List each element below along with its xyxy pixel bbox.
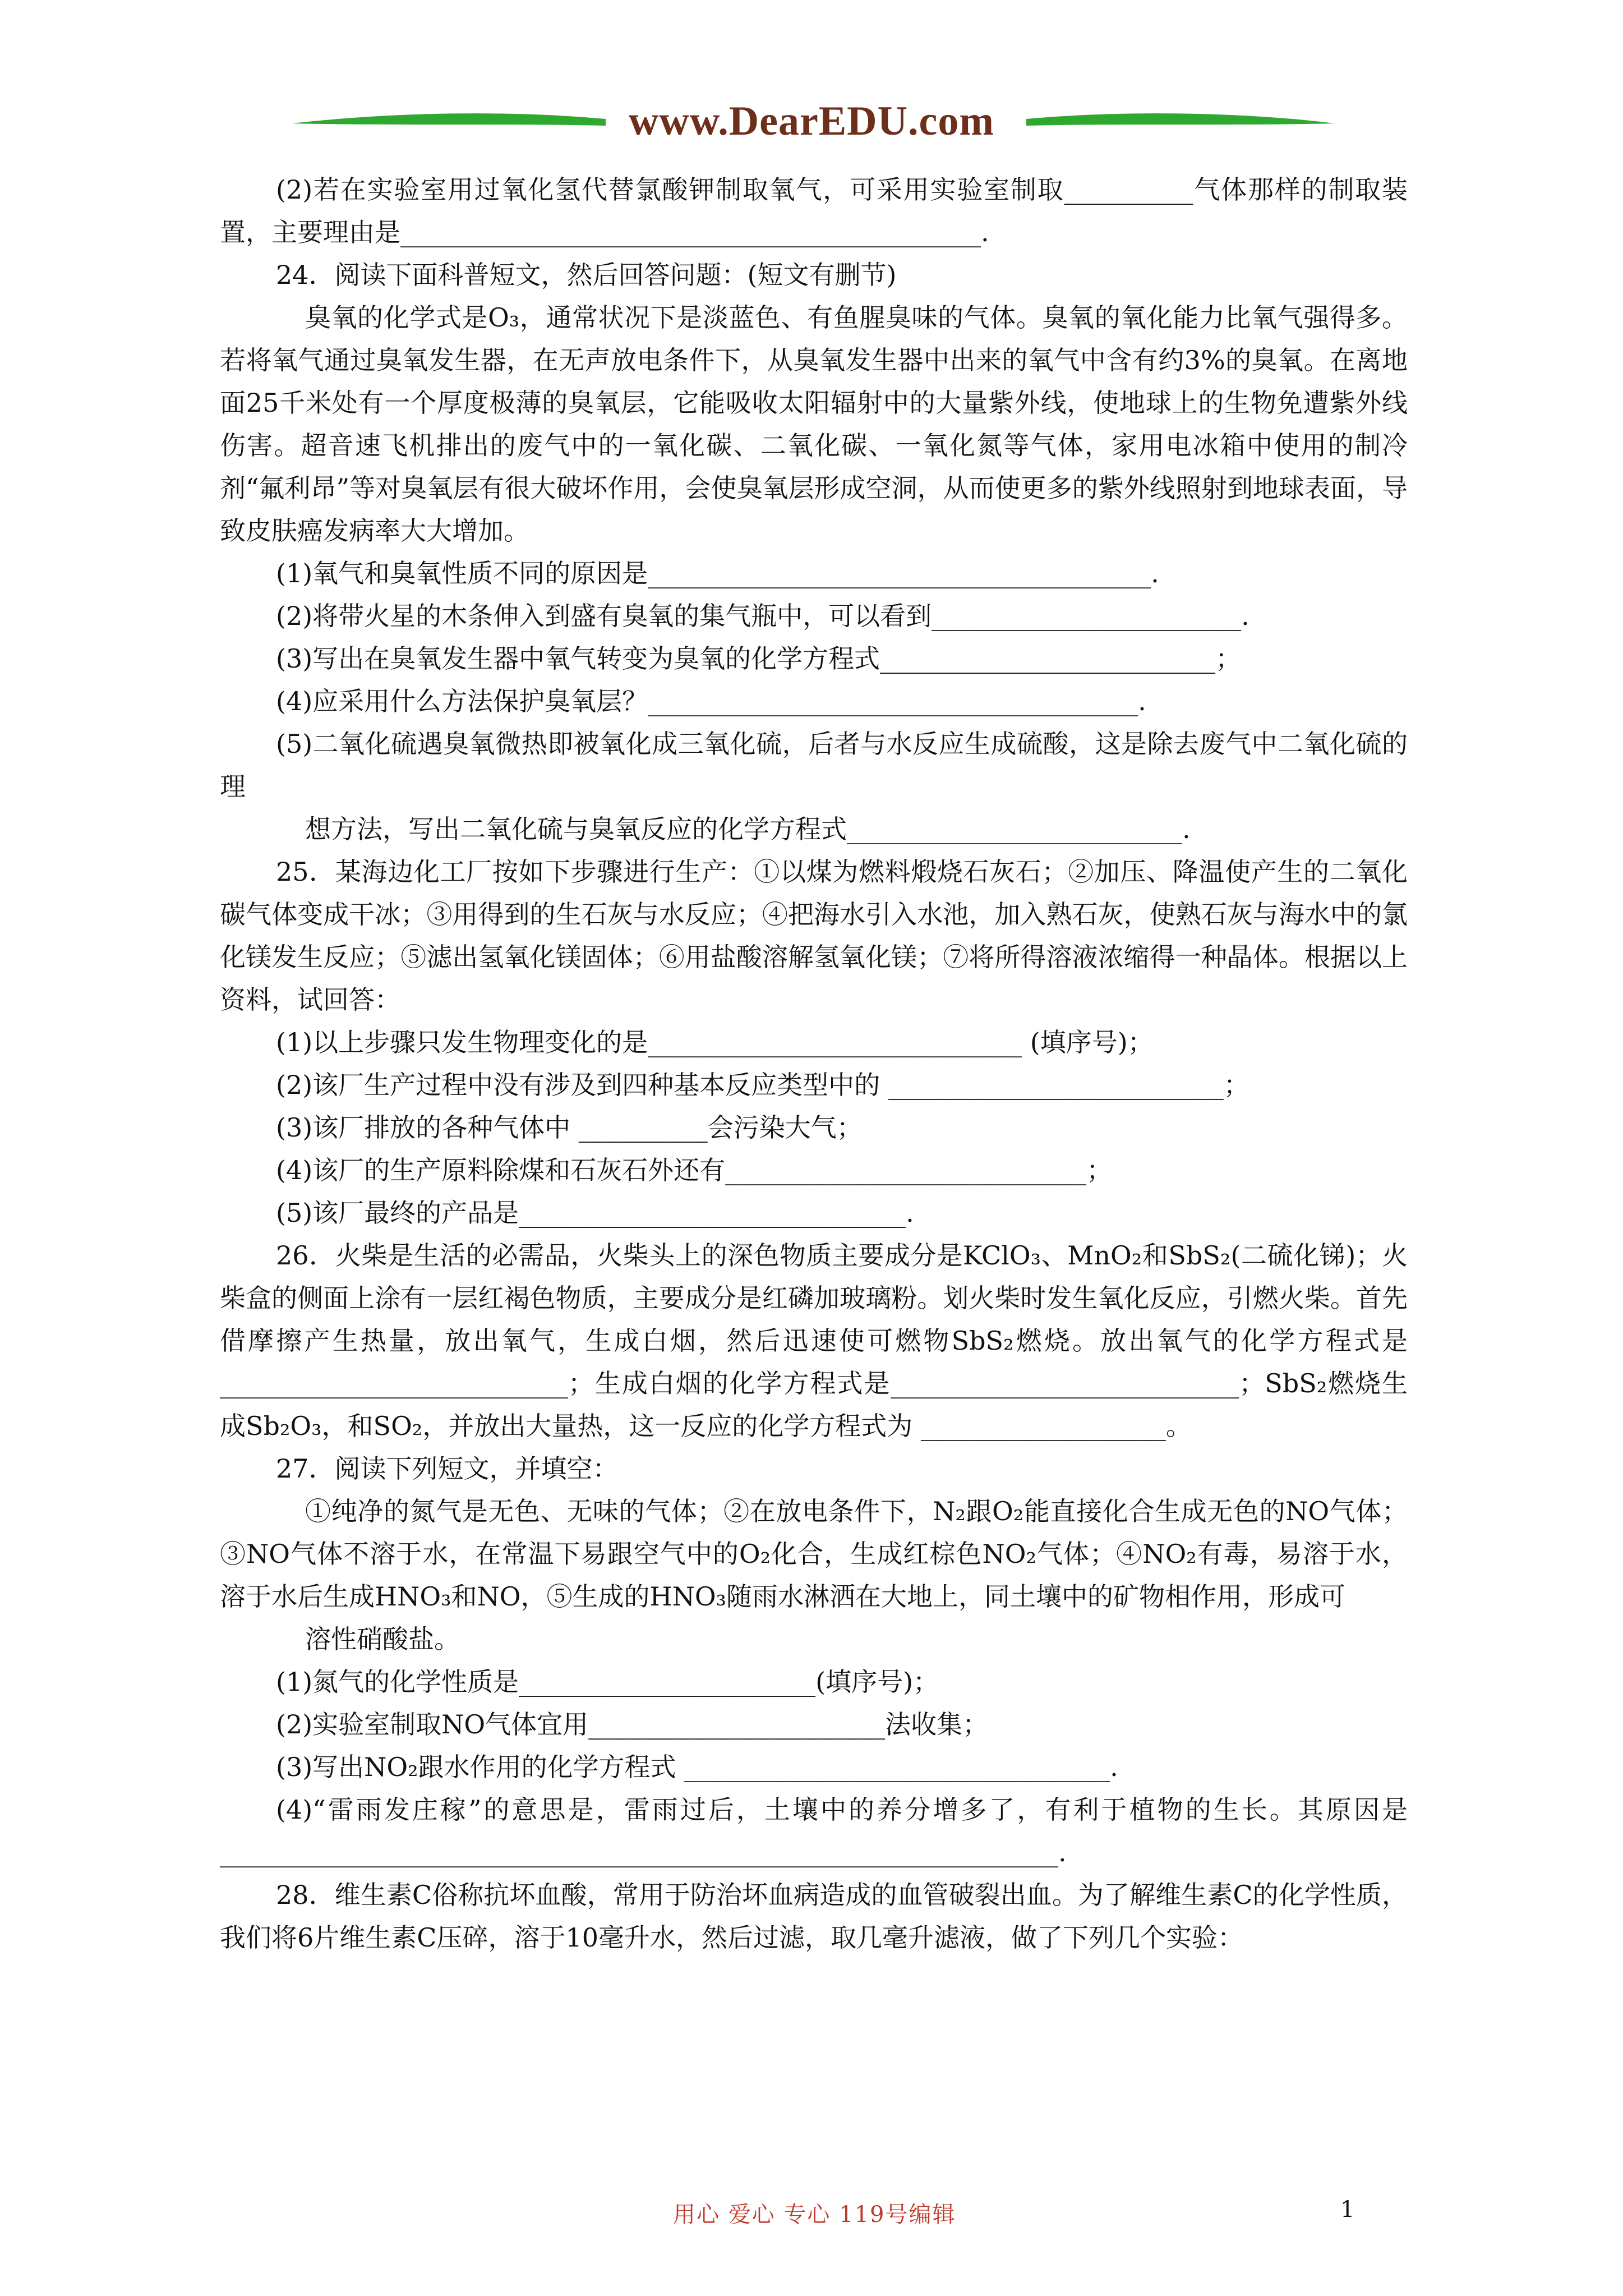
paragraph: 25．某海边化工厂按如下步骤进行生产：①以煤为燃料煅烧石灰石；②加压、降温使产生的二氧化碳气体变成干冰；③用得到的生石灰与水反应；④把海水引入水池，加入熟石灰，使熟石灰与海水中的氯化镁发生反应；⑤滤出氢氧化镁固体；⑥用盐酸溶解氢氧化镁；⑦将所得溶液浓缩得一种晶体。根据以上资料，试回答： xyxy=(220,857,1408,1015)
paragraph: 26．火柴是生活的必需品，火柴头上的深色物质主要成分是KClO₃、MnO₂和SbS₂(二硫化锑)；火柴盒的侧面上涂有一层红褐色物质，主要成分是红磷加玻璃粉。划火柴时发生氧化反应，引燃火柴。首先借摩擦产生热量，放出氧气，生成白烟，然后迅速使可燃物SbS₂燃烧。放出氧气的化学方程式是___________________________；生成白烟的化学方程式是___________________________；SbS₂燃烧生成Sb₂O₃，和SO₂，并放出大量热，这一反应的化学方程式为 ___________________。 xyxy=(220,1240,1408,1441)
page-footer xyxy=(0,2197,1623,2230)
paragraph: (1)氮气的化学性质是_______________________(填序号)； xyxy=(276,1667,939,1697)
site-brand: www.DearEDU.com xyxy=(628,98,995,144)
paragraph: 27．阅读下列短文，并填空： xyxy=(276,1453,619,1484)
paragraph: 臭氧的化学式是O₃，通常状况下是淡蓝色、有鱼腥臭味的气体。臭氧的氧化能力比氧气强得多。若将氧气通过臭氧发生器，在无声放电条件下，从臭氧发生器中出来的氧气中含有约3%的臭氧。在离地面25千米处有一个厚度极薄的臭氧层，它能吸收太阳辐射中的大量紫外线，使地球上的生物免遭紫外线伤害。超音速飞机排出的废气中的一氧化碳、二氧化碳、一氧化氮等气体，家用电冰箱中使用的制冷剂“氟利昂”等对臭氧层有很大破坏作用，会使臭氧层形成空洞，从而使更多的紫外线照射到地球表面，导致皮肤癌发病率大大增加。 xyxy=(220,302,1408,546)
paragraph: (2)将带火星的木条伸入到盛有臭氧的集气瓶中，可以看到________________________. xyxy=(276,601,1249,631)
page-number: 1 xyxy=(1340,2197,1355,2223)
site-header xyxy=(0,90,1623,157)
paragraph: 28．维生素C俗称抗坏血酸，常用于防治坏血病造成的血管破裂出血。为了解维生素C的化学性质，我们将6片维生素C压碎，溶于10毫升水，然后过滤，取几毫升滤液，做了下列几个实验： xyxy=(220,1880,1408,1953)
paragraph: (1)以上步骤只发生物理变化的是_____________________________ (填序号)； xyxy=(276,1027,1154,1057)
paragraph: (5)该厂最终的产品是______________________________. xyxy=(276,1198,914,1228)
paragraph: (4)“雷雨发庄稼”的意思是，雷雨过后，土壤中的养分增多了，有利于植物的生长。其原因是_________________________________________________________________. xyxy=(220,1795,1408,1867)
paragraph: (2)若在实验室用过氧化氢代替氯酸钾制取氧气，可采用实验室制取__________气体那样的制取装置，主要理由是_____________________________________________. xyxy=(220,174,1408,247)
paragraph: 24．阅读下面科普短文，然后回答问题：(短文有删节) xyxy=(276,260,897,290)
footer-label: 用心 爱心 专心 119号编辑 xyxy=(673,2202,956,2228)
paragraph: (2)该厂生产过程中没有涉及到四种基本反应类型中的 __________________________； xyxy=(276,1070,1249,1100)
paragraph: ①纯净的氮气是无色、无味的气体；②在放电条件下，N₂跟O₂能直接化合生成无色的NO气体；③NO气体不溶于水，在常温下易跟空气中的O₂化合，生成红棕色NO₂气体；④NO₂有毒，易溶于水，溶于水后生成HNO₃和NO，⑤生成的HNO₃随雨水淋洒在大地上，同土壤中的矿物相作用，形成可 xyxy=(220,1496,1408,1612)
paragraph: 想方法，写出二氧化硫与臭氧反应的化学方程式__________________________. xyxy=(305,814,1191,844)
paragraph: (5)二氧化硫遇臭氧微热即被氧化成三氧化硫，后者与水反应生成硫酸，这是除去废气中二氧化硫的理 xyxy=(220,729,1408,802)
paragraph: (3)该厂排放的各种气体中 __________会污染大气； xyxy=(276,1112,863,1143)
paragraph: (3)写出在臭氧发生器中氧气转变为臭氧的化学方程式__________________________； xyxy=(276,643,1242,674)
paragraph: (4)该厂的生产原料除煤和石灰石外还有____________________________； xyxy=(276,1155,1113,1185)
paragraph: 溶性硝酸盐。 xyxy=(305,1624,460,1654)
paragraph: (2)实验室制取NO气体宜用_______________________法收集； xyxy=(276,1709,989,1740)
paragraph: (4)应采用什么方法保护臭氧层？______________________________________. xyxy=(276,686,1146,716)
paragraph: (3)写出NO₂跟水作用的化学方程式 _________________________________. xyxy=(276,1752,1118,1782)
paragraph: (1)氧气和臭氧性质不同的原因是_______________________________________. xyxy=(276,558,1159,588)
document-body xyxy=(220,168,1408,1959)
